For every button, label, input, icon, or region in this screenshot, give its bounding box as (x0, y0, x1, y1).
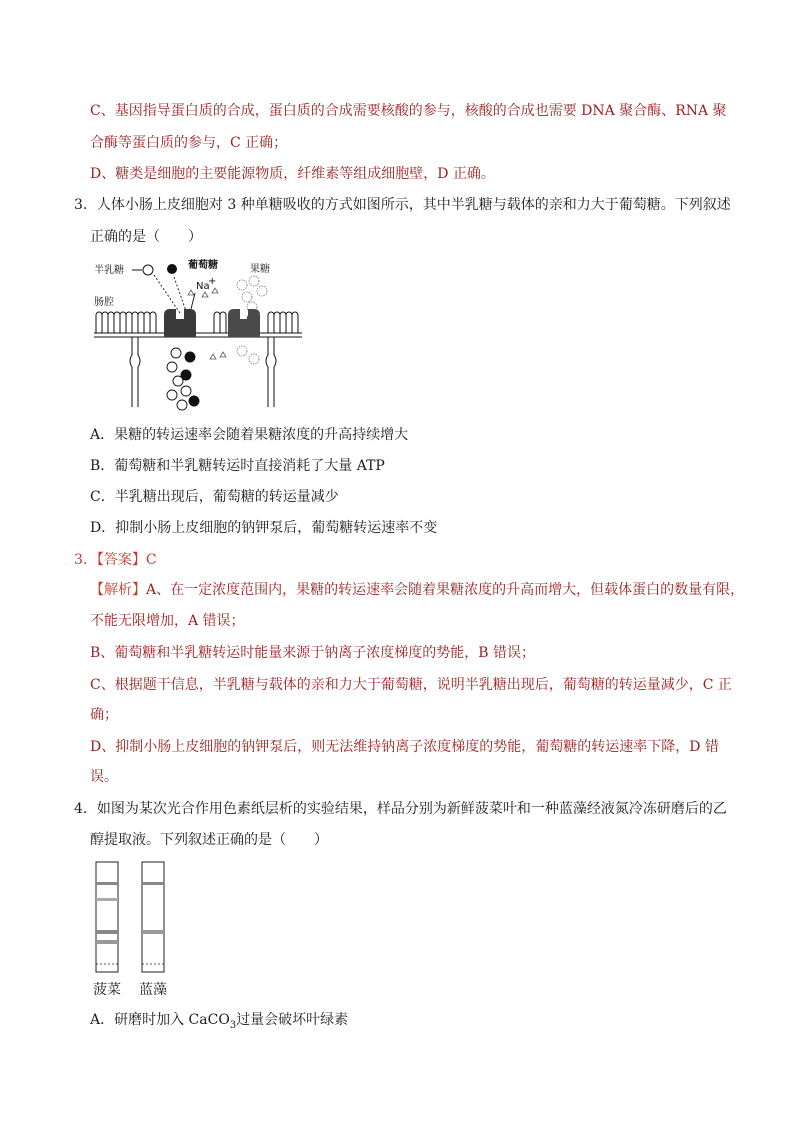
fig-label-fructose: 果糖 (250, 264, 270, 275)
spinach-band-4 (96, 940, 118, 944)
q3-stem-line1: 3．人体小肠上皮细胞对 3 种单糖吸收的方式如图所示，其中半乳糖与载体的亲和力大于葡萄糖。下列叙述 (74, 197, 731, 213)
q4-stem-line1: 4．如图为某次光合作用色素纸层析的实验结果，样品分别为新鲜菠菜叶和一种蓝藻经液氮冷冻研磨后的乙 (74, 801, 727, 817)
q3-analysis-c-line2: 确； (90, 707, 118, 723)
q3-analysis-d-line1: D、抑制小肠上皮细胞的钠钾泵后，则无法维持钠离子浓度梯度的势能，葡萄糖的转运速率下降，D 错 (90, 739, 719, 755)
q3-analysis-c-line1: C、根据题干信息，半乳糖与载体的亲和力大于葡萄糖，说明半乳糖出现后，葡萄糖的转运量减少，C 正 (90, 677, 732, 693)
cyano-band-2 (142, 930, 164, 934)
q4-option-a (90, 1010, 348, 1036)
q3-option-b: B．葡萄糖和半乳糖转运时直接消耗了大量 ATP (90, 458, 385, 474)
q3-analysis-tag: 【解析】 (90, 582, 146, 598)
q3-analysis-a-line1 (90, 580, 744, 600)
cyano-band-1 (142, 882, 164, 885)
strip-label-spinach: 菠菜 (93, 982, 121, 998)
q4-option-a-subscript: 3 (229, 1019, 237, 1031)
prev-answer-c-line1: C、基因指导蛋白质的合成，蛋白质的合成需要核酸的参与，核酸的合成也需要 DNA 聚合酶、RNA 聚 (90, 103, 727, 119)
fig-label-na-sup: + (208, 276, 217, 287)
fig-label-glucose: 葡萄糖 (188, 260, 218, 271)
q3-option-c: C．半乳糖出现后，葡萄糖的转运量减少 (90, 489, 339, 505)
q3-stem-line2: 正确的是（ ） (90, 229, 202, 245)
strip-label-cyanobacteria: 蓝藻 (139, 982, 167, 998)
prev-answer-d-line: D、糖类是细胞的主要能源物质，纤维素等组成细胞壁，D 正确。 (90, 166, 495, 182)
q3-analysis-b-line: B、葡萄糖和半乳糖转运时能量来源于钠离子浓度梯度的势能，B 错误； (90, 645, 536, 661)
cyanobacteria-strip (142, 862, 164, 972)
galactose-molecule (143, 265, 153, 275)
q3-analysis-d-line2: 误。 (90, 769, 118, 785)
q4-chromatography-figure (90, 860, 180, 975)
glucose-molecule (167, 264, 177, 274)
spinach-strip (96, 862, 118, 972)
prev-answer-c-line2: 合酶等蛋白质的参与，C 正确； (90, 135, 288, 151)
q3-option-d: D．抑制小肠上皮细胞的钠钾泵后，葡萄糖转运速率不变 (90, 520, 438, 536)
q3-analysis-a-line2: 不能无限增加，A 错误； (90, 613, 245, 629)
q4-stem-line2: 醇提取液。下列叙述正确的是（ ） (90, 832, 328, 848)
fructose-carrier (228, 309, 260, 337)
spinach-band-3 (96, 930, 118, 934)
q4-option-a-suffix: 过量会破坏叶绿素 (236, 1012, 349, 1028)
q3-transport-figure (92, 255, 307, 415)
spinach-band-2 (96, 898, 118, 901)
spinach-band-1 (96, 882, 118, 885)
q3-answer-label: 3．【答案】C (74, 552, 157, 568)
q3-option-a: A．果糖的转运速率会随着果糖浓度的升高持续增大 (90, 427, 409, 443)
q4-option-a-prefix: A．研磨时加入 CaCO (90, 1012, 230, 1028)
q3-analysis-a-text: A、在一定浓度范围内，果糖的转运速率会随着果糖浓度的升高而增大，但载体蛋白的数量有限， (146, 582, 745, 598)
fig-label-lumen: 肠腔 (94, 297, 114, 308)
fig-label-na: Na (196, 281, 210, 292)
glucose-carrier (164, 309, 196, 337)
fig-label-galactose: 半乳糖 (94, 265, 124, 276)
